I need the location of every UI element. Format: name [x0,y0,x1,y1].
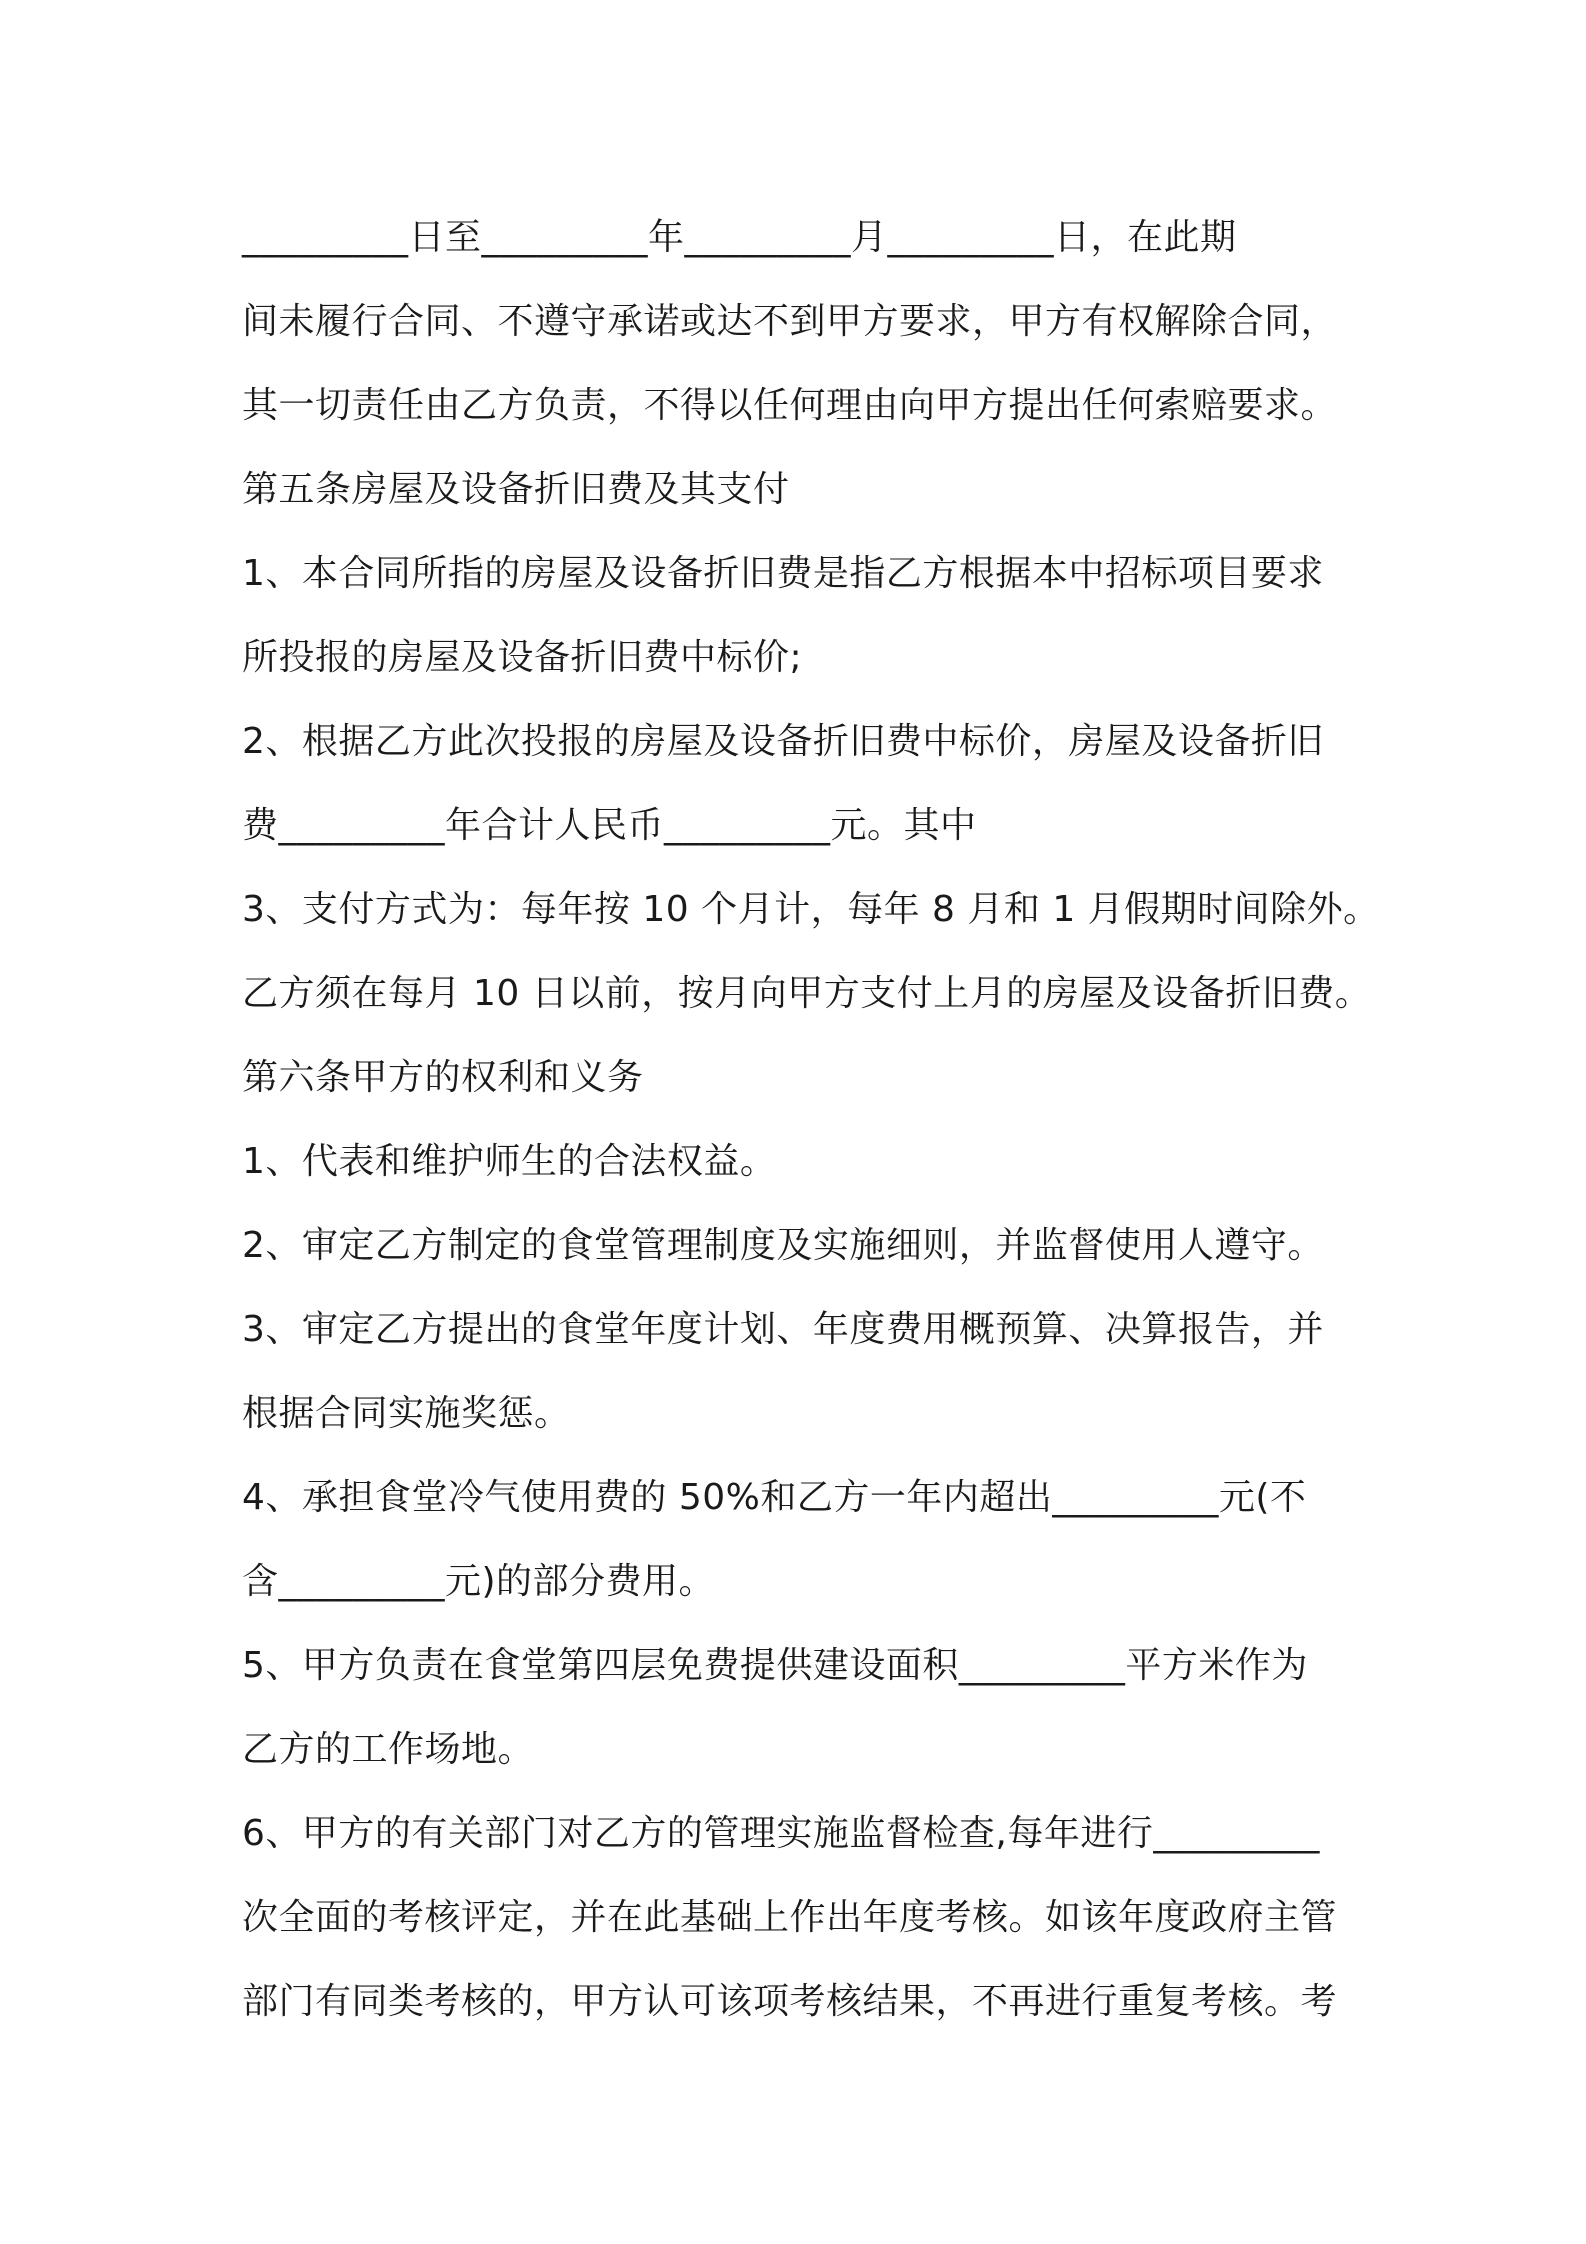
text-line: 乙方的工作场地。 [242,1729,535,1770]
text-line: 间未履行合同、不遵守承诺或达不到甲方要求，甲方有权解除合同， [242,301,1338,342]
text-line: 乙方须在每月 10 日以前，按月向甲方支付上月的房屋及设备折旧费。 [242,973,1372,1014]
text-line: 3、支付方式为：每年按 10 个月计，每年 8 月和 1 月假期时间除外。 [242,889,1380,930]
text-line: 2、审定乙方制定的食堂管理制度及实施细则，并监督使用人遵守。 [242,1225,1324,1266]
text-line: 费_________年合计人民币_________元。其中 [242,805,977,846]
text-line: _________日至_________年_________月_________日，在此期 [242,217,1237,258]
text-line: 根据合同实施奖惩。 [242,1393,571,1434]
text-line: 6、甲方的有关部门对乙方的管理实施监督检查,每年进行_________ [242,1813,1320,1854]
text-line: 其一切责任由乙方负责，不得以任何理由向甲方提出任何索赔要求。 [242,385,1338,426]
contract-text-body [242,196,1382,2044]
text-line: 2、根据乙方此次投报的房屋及设备折旧费中标价，房屋及设备折旧 [242,721,1324,762]
section-heading: 第六条甲方的权利和义务 [242,1057,644,1098]
section-heading: 第五条房屋及设备折旧费及其支付 [242,469,790,510]
text-line: 1、代表和维护师生的合法权益。 [242,1141,777,1182]
text-line: 部门有同类考核的，甲方认可该项考核结果，不再进行重复考核。考 [242,1981,1338,2022]
text-line: 含_________元)的部分费用。 [242,1561,716,1602]
text-line: 次全面的考核评定，并在此基础上作出年度考核。如该年度政府主管 [242,1897,1338,1938]
text-line: 3、审定乙方提出的食堂年度计划、年度费用概预算、决算报告，并 [242,1309,1324,1350]
text-line: 所投报的房屋及设备折旧费中标价; [242,637,803,678]
text-line: 4、承担食堂冷气使用费的 50%和乙方一年内超出_________元(不 [242,1477,1307,1518]
text-line: 5、甲方负责在食堂第四层免费提供建设面积_________平方米作为 [242,1645,1308,1686]
text-line: 1、本合同所指的房屋及设备折旧费是指乙方根据本中招标项目要求 [242,553,1324,594]
